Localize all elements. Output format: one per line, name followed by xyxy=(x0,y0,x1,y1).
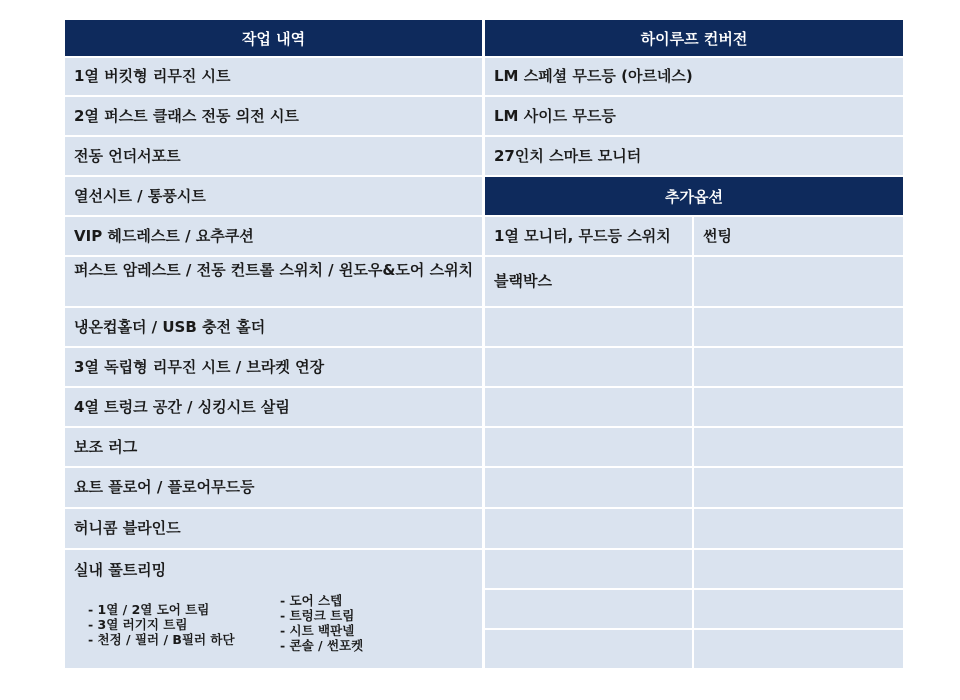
empty-option-cell xyxy=(485,550,692,588)
trim-note: - 트렁크 트림 xyxy=(280,608,355,623)
work-item: 실내 풀트리밍 xyxy=(65,550,482,590)
empty-option-cell xyxy=(485,348,692,386)
trim-note: - 천정 / 필러 / B필러 하단 xyxy=(88,632,235,647)
high-roof-item: LM 사이드 무드등 xyxy=(485,97,903,135)
empty-option-cell xyxy=(694,630,903,668)
empty-option-cell xyxy=(485,468,692,507)
work-item: 전동 언더서포트 xyxy=(65,137,482,175)
empty-option-cell xyxy=(485,509,692,548)
empty-option-cell xyxy=(694,388,903,426)
work-item: 냉온컵홀더 / USB 충전 홀더 xyxy=(65,308,482,346)
empty-option-cell xyxy=(694,550,903,588)
options-header: 추가옵션 xyxy=(485,177,903,215)
trim-note: - 3열 러기지 트림 xyxy=(88,617,188,632)
trim-notes-col1 xyxy=(88,602,235,647)
empty-option-cell xyxy=(694,308,903,346)
work-item: 열선시트 / 통풍시트 xyxy=(65,177,482,215)
empty-option-cell xyxy=(694,348,903,386)
option-item: 1열 모니터, 무드등 스위치 xyxy=(485,217,692,255)
empty-option-cell xyxy=(694,428,903,466)
work-item: 보조 러그 xyxy=(65,428,482,466)
work-item: 3열 독립형 리무진 시트 / 브라켓 연장 xyxy=(65,348,482,386)
work-item: 4열 트렁크 공간 / 싱킹시트 살림 xyxy=(65,388,482,426)
high-roof-item: 27인치 스마트 모니터 xyxy=(485,137,903,175)
empty-option-cell xyxy=(485,428,692,466)
empty-option-cell xyxy=(694,509,903,548)
work-item: 1열 버킷형 리무진 시트 xyxy=(65,58,482,95)
empty-option-cell xyxy=(485,388,692,426)
trim-note: - 시트 백판넬 xyxy=(280,623,355,638)
trim-note: - 1열 / 2열 도어 트림 xyxy=(88,602,210,617)
empty-option-cell xyxy=(694,468,903,507)
work-item: 2열 퍼스트 클래스 전동 의전 시트 xyxy=(65,97,482,135)
high-roof-item: LM 스페셜 무드등 (아르네스) xyxy=(485,58,903,95)
option-item: 썬팅 xyxy=(694,217,903,255)
high-roof-header: 하이루프 컨버전 xyxy=(485,20,903,56)
work-item: 허니콤 블라인드 xyxy=(65,509,482,548)
trim-note: - 도어 스텝 xyxy=(280,593,343,608)
empty-option-cell xyxy=(485,630,692,668)
option-item xyxy=(694,257,903,306)
option-item: 블랙박스 xyxy=(485,257,692,306)
empty-option-cell xyxy=(485,308,692,346)
trim-notes-col2 xyxy=(280,593,363,653)
empty-option-cell xyxy=(694,590,903,628)
trim-note: - 콘솔 / 썬포켓 xyxy=(280,638,364,653)
work-item: 요트 플로어 / 플로어무드등 xyxy=(65,468,482,507)
work-history-header: 작업 내역 xyxy=(65,20,482,56)
empty-option-cell xyxy=(485,590,692,628)
work-item: 퍼스트 암레스트 / 전동 컨트롤 스위치 / 윈도우&도어 스위치 xyxy=(65,257,482,306)
work-item: VIP 헤드레스트 / 요추쿠션 xyxy=(65,217,482,255)
